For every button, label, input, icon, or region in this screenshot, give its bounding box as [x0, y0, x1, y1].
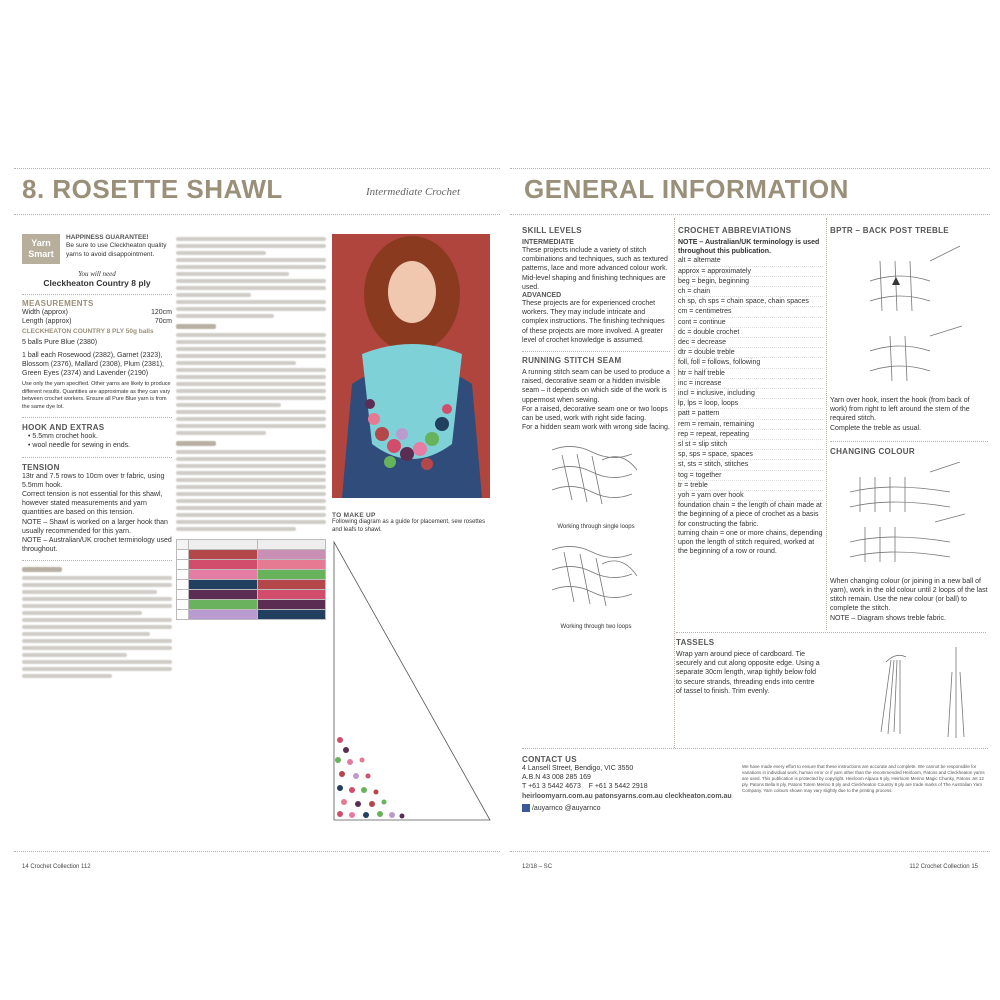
title-rule: [14, 214, 500, 215]
tassels-heading: TASSELS: [676, 638, 715, 647]
abbrev-item: approx = approximately: [678, 267, 823, 277]
shawl-diagram: [332, 540, 492, 822]
top-rule: [14, 168, 500, 169]
abbrev-note: NOTE – Australian/UK terminology is used throughout this publication.: [678, 239, 820, 256]
left-page-footer: 14 Crochet Collection 112: [22, 864, 91, 870]
yarn-line2: 1 ball each Rosewood (2382), Garnet (2323), Blossom (2376), Mallard (2308), Plum (2381), Green Eyes (2374) and Lavender (2190): [22, 351, 165, 378]
advanced-text: These projects are for experienced crochet workers. They may include intricate and complex instructions. The finishing techniques of these projects are more involved. A greater level of crochet knowledge is assumed.: [522, 300, 665, 344]
sep: [22, 294, 172, 295]
sep: [676, 632, 986, 633]
advanced-heading: ADVANCED: [522, 292, 562, 300]
sep: [522, 351, 670, 352]
single-loop-caption: Working through single loops: [557, 524, 635, 531]
measure-label: Length (approx): [22, 318, 72, 326]
blurred-pattern-text: [22, 567, 172, 678]
hook-item: • wool needle for sewing in ends.: [28, 442, 131, 450]
badge-line1: Yarn: [31, 238, 51, 248]
bottom-rule: [510, 851, 990, 852]
abbrev-item: cm = centimetres: [678, 307, 823, 317]
yarn-note: Use only the yarn specified. Other yarns are likely to produce different results. Quantities are approximate as they can vary between crochet workers. Ensure all Pure Blue yarn is from the same dye lot.: [22, 381, 171, 410]
foundation-chain: foundation chain = the length of chain made at the beginning of a piece of crochet as a basis for constructing the fabric.: [678, 502, 822, 528]
publication-code: 12/18 – SC: [522, 864, 553, 870]
page-subtitle: Intermediate Crochet: [366, 186, 460, 198]
contact-social: [522, 804, 988, 813]
contact-abn: A.B.N 43 008 285 169: [522, 774, 591, 782]
tension-p2: Correct tension is not essential for this shawl, however stated measurements and yarn quantities are based on this tension.: [22, 491, 163, 517]
top-rule: [510, 168, 990, 169]
changing-colour-diagram: [830, 462, 970, 572]
abbrev-heading: CROCHET ABBREVIATIONS: [678, 226, 792, 235]
abbrev-item: st, sts = stitch, stitches: [678, 460, 823, 470]
abbrev-item: sl st = slip stitch: [678, 440, 823, 450]
hook-heading: HOOK AND EXTRAS: [22, 423, 105, 433]
tension-heading: TENSION: [22, 462, 60, 472]
hook-item-text: wool needle for sewing in ends.: [32, 442, 131, 450]
badge-line2: Smart: [28, 249, 54, 259]
to-make-up: [332, 512, 490, 534]
abbrev-item: rep = repeat, repeating: [678, 430, 823, 440]
changing-heading: CHANGING COLOUR: [830, 446, 915, 456]
tension-p1: 13tr and 7.5 rows to 10cm over tr fabric, using 5.5mm hook.: [22, 472, 165, 489]
right-page: [510, 168, 990, 870]
intermediate-text: These projects include a variety of stitch combinations and techniques, such as textured patterns, lace and more advanced colour work. Mid-level shaping and finishing techniques are used.: [522, 247, 668, 291]
intermediate-heading: INTERMEDIATE: [522, 239, 574, 246]
column-divider: [826, 218, 827, 630]
disclaimer: We have made every effort to ensure that these instructions are accurate and complete. We cannot be responsible for variations in individual work, human error or if yarn other than the recommended Heirloom, Patons and Cleckheaton yarns are used. This publication is protected by copyright. Heirloom Alpaca 8 ply, Heirloom Merino Magic Chunky, Patons Jet 12 ply, Patons Bella 8 ply, Patons Totem Merino 8 ply and Cleckheaton Country 8 ply are trade marks of The Australian Yarn Company. Yarn colours shown may vary slightly due to the printing process.: [742, 764, 985, 793]
bptr-diagram: [830, 241, 970, 391]
contact-phone: T +61 3 5442 4673: [522, 783, 581, 791]
contact-address: 4 Lansell Street, Bendigo, VIC 3550: [522, 765, 634, 772]
running-text3: For a hidden seam work with wrong side facing.: [522, 424, 670, 432]
bptr-text: Yarn over hook, insert the hook (from back of work) from right to left around the stem of the required stitch.: [830, 397, 970, 423]
diagram-rosettes: [335, 737, 405, 819]
page-title: GENERAL INFORMATION: [524, 174, 849, 204]
right-column-3: [830, 226, 988, 623]
sep: [522, 748, 988, 749]
abbrev-item: alt = alternate: [678, 256, 823, 266]
right-column-1: [522, 226, 670, 632]
two-loop-diagram: [542, 540, 642, 618]
abbrev-item: htr = half treble: [678, 369, 823, 379]
measurement-row: [22, 308, 172, 317]
tension-p4: NOTE – Australian/UK crochet terminology used throughout.: [22, 537, 172, 554]
measure-value: 70cm: [154, 318, 172, 326]
running-text2: For a raised, decorative seam one or two loops can be used, work with right side facing.: [522, 405, 668, 423]
measurements-heading: MEASUREMENTS: [22, 299, 94, 308]
colour-table: [176, 539, 326, 620]
two-loop-caption: Working through two loops: [560, 624, 632, 631]
abbrev-item: dec = decrease: [678, 338, 823, 348]
changing-note: NOTE – Diagram shows treble fabric.: [830, 614, 946, 622]
tassels-section: [676, 632, 986, 696]
abbrev-item: ch sp, ch sps = chain space, chain spaces: [678, 297, 823, 307]
model-photo: [332, 234, 490, 498]
abbrev-item: inc = increase: [678, 379, 823, 389]
abbrev-item: sp, sps = space, spaces: [678, 450, 823, 460]
turning-chain: turning chain = one or more chains, depending upon the length of stitch required, worked at the beginning of a row or round.: [678, 529, 823, 556]
abbrev-item: lp, lps = loop, loops: [678, 399, 823, 409]
abbrev-item: rem = remain, remaining: [678, 420, 823, 430]
hook-item: • 5.5mm crochet hook.: [28, 433, 98, 441]
hook-item-text: 5.5mm crochet hook.: [32, 433, 98, 441]
guarantee-body: Be sure to use Cleckheaton quality yarns to avoid disappointment.: [66, 242, 167, 258]
abbrev-item: ch = chain: [678, 287, 823, 297]
abbrev-item: foll, foll = follows, following: [678, 358, 823, 368]
abbrev-item: dtr = double treble: [678, 348, 823, 358]
measure-value: 120cm: [150, 309, 172, 316]
facebook-icon[interactable]: [522, 804, 530, 812]
yarn-smart-badge: [22, 234, 60, 264]
tassels-text: Wrap yarn around piece of cardboard. Tie securely and cut along opposite edge. Using a separate 30cm length, wrap tightly below fold to secure strands, threading ends into centre of tassel to finish. Trim evenly.: [676, 651, 820, 695]
abbrev-item: beg = begin, beginning: [678, 277, 823, 287]
yarn-heading: CLECKHEATON COUNTRY 8 PLY 50g balls: [22, 328, 154, 336]
tassel-diagram: [856, 642, 986, 742]
column-divider: [674, 218, 675, 748]
skill-heading: SKILL LEVELS: [522, 226, 582, 235]
abbrev-list: [678, 256, 823, 501]
right-page-footer: 112 Crochet Collection 15: [909, 864, 978, 870]
measure-label: Width (approx): [22, 309, 68, 316]
left-column-1: [22, 234, 172, 681]
abbrev-item: yoh = yarn over hook: [678, 491, 823, 501]
guarantee-text: [66, 234, 172, 259]
right-column-2: [678, 226, 823, 557]
abbrev-item: patt = pattern: [678, 409, 823, 419]
to-make-up-heading: TO MAKE UP: [332, 512, 376, 519]
sep: [22, 560, 172, 561]
running-heading: RUNNING STITCH SEAM: [522, 356, 622, 366]
abbrev-item: tog = together: [678, 471, 823, 481]
changing-text: When changing colour (or joining in a new ball of yarn), work in the old colour until 2 loops of the last stitch remain. Use the new colour (or ball) to complete the stitch.: [830, 577, 988, 613]
title-rule: [510, 214, 990, 215]
bottom-rule: [14, 851, 500, 852]
sep: [22, 417, 172, 418]
tension-p3: NOTE – Shawl is worked on a larger hook than usually recommended for this yarn.: [22, 518, 168, 535]
abbrev-item: tr = treble: [678, 481, 823, 491]
blurred-pattern-block: [176, 237, 326, 531]
model-illustration: [332, 234, 490, 498]
measurement-row: [22, 317, 172, 326]
guarantee-heading: HAPPINESS GUARANTEE!: [66, 234, 149, 241]
contact-section: [522, 748, 988, 813]
bptr-heading: BPTR – BACK POST TREBLE: [830, 226, 949, 235]
contact-fax: F +61 3 5442 2918: [588, 783, 648, 791]
running-text: A running stitch seam can be used to produce a raised, decorative seam or a hidden invisible seam – it depends on which side of the work is uppermost when sewing.: [522, 369, 670, 404]
left-page: [14, 168, 500, 870]
contact-heading: CONTACT US: [522, 755, 577, 764]
yarn-smart-box: [22, 234, 172, 270]
sep: [830, 441, 988, 442]
social-handles[interactable]: /auyarnco @auyarnco: [531, 804, 601, 812]
single-loop-diagram: [542, 440, 642, 518]
sep: [22, 457, 172, 458]
contact-websites[interactable]: heirloomyarn.com.au patonsyarns.com.au cleckheaton.com.au: [522, 792, 732, 800]
abbrev-item: incl = inclusive, including: [678, 389, 823, 399]
yarn-name: Cleckheaton Country 8 ply: [43, 278, 151, 288]
page-title: 8. ROSETTE SHAWL: [22, 174, 283, 204]
bptr-text2: Complete the treble as usual.: [830, 424, 922, 432]
you-will-need: You will need: [78, 270, 116, 278]
left-column-2: [176, 234, 326, 620]
yarn-line1: 5 balls Pure Blue (2380): [22, 339, 98, 347]
abbrev-item: cont = continue: [678, 318, 823, 328]
abbrev-item: dc = double crochet: [678, 328, 823, 338]
to-make-up-text: Following diagram as a guide for placement, sew rosettes and leafs to shawl.: [332, 519, 486, 533]
